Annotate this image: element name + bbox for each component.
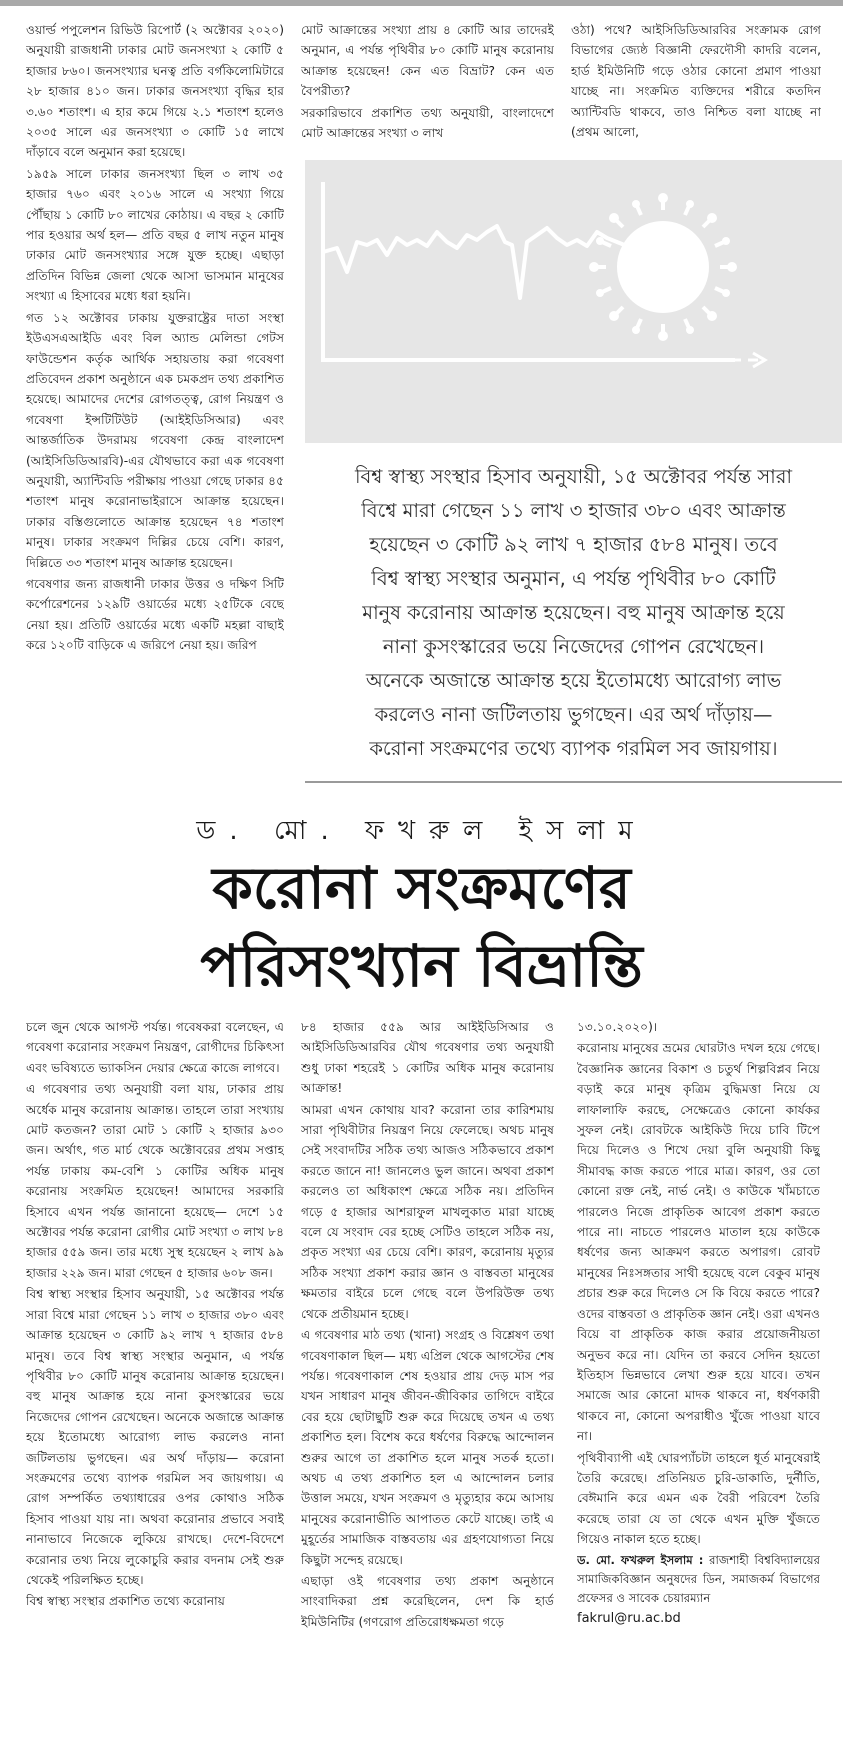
column-4-paragraph: বিশ্ব স্বাস্থ্য সংস্থার হিসাব অনুযায়ী, ১৫ অক্টোবর পর্যন্ত সারা বিশ্বে মারা গেছেন ১১ লাখ ৩ হাজার ৩৮০ এবং আক্রান্ত হয়েছেন ৩ কোটি ৯২ লাখ ৭ হাজার ৫৮৪ মানুষ। তবে বিশ্ব স্বাস্থ্য সংস্থার অনুমান, এ পর্যন্ত পৃথিবীর ৮০ কোটি মানুষ করোনায় আক্রান্ত হয়েছেন। বহু মানুষ আক্রান্ত হয়ে নানা কুসংস্কারের ভয়ে নিজেদের গোপন রেখেছেন। অনেকে অজান্তে আক্রান্ত হয়ে ইতোমধ্যে আরোগ্য লাভ করলেও নানা জটিলতায় ভুগছেন। এর অর্থ দাঁড়ায়— করোনা সংক্রমণের তথ্যে ব্যাপক গরমিল সব জায়গায়। এ রোগ সম্পর্কিত তথ্যাধারের ওপর কোথাও সঠিক হিসাব পাওয়া যায় না। অথবা করোনার প্রভাবে সবাই নানাভাবে নিজেকে লুকিয়ে রাখছে। দেশে-বিদেশে করোনার তথ্য নিয়ে লুকোচুরি করার বদনাম সেই শুরু থেকেই পরিলক্ষিত হচ্ছে। bbox=[26, 1287, 284, 1587]
author-bio bbox=[577, 1551, 820, 1608]
column-2 bbox=[301, 20, 554, 140]
pull-quote-line: নানা কুসংস্কারের ভয়ে নিজেদের গোপন রেখেছেন। bbox=[382, 635, 765, 658]
column-1-paragraph: গবেষণার জন্য রাজধানী ঢাকার উত্তর ও দক্ষিণ সিটি কর্পোরেশনের ১২৯টি ওয়ার্ডের মধ্যে ২৫টিকে বেছে নেয়া হয়। প্রতিটি ওয়ার্ডের মধ্যে একটি মহল্লা বাছাই করে ১২০টি বাড়িকে এ জরিপে নেয়া হয়। জরিপ bbox=[26, 576, 284, 653]
author-email[interactable]: fakrul@ru.ac.bd bbox=[577, 1610, 681, 1626]
column-1-paragraph: ১৯৫৯ সালে ঢাকার জনসংখ্যা ছিল ৩ লাখ ৩৫ হাজার ৭৬০ এবং ২০১৬ সালে এ সংখ্যা গিয়ে পৌঁছায় ১ কোটি ৮০ লাখের কোঠায়। এ বছর ২ কোটি পার হওয়ার অর্থ হল— প্রতি বছর ৫ লাখ নতুন মানুষ ঢাকার মোট জনসংখ্যার সঙ্গে যুক্ত হচ্ছে। এছাড়া প্রতিদিন বিভিন্ন জেলা থেকে আসা ভাসমান মানুষের সংখ্যা এ হিসাবের মধ্যে ধরা হয়নি। bbox=[26, 166, 284, 304]
column-4-paragraph: এ গবেষণার তথ্য অনুযায়ী বলা যায়, ঢাকার প্রায় অর্ধেক মানুষ করোনায় আক্রান্ত। তাহলে তারা সংখ্যায় মোট কতজন? তারা মোট ১ কোটি ২ হাজার ৯৩০ জন। অর্থাৎ, গত মার্চ থেকে অক্টোবরের প্রথম সপ্তাহ পর্যন্ত ঢাকায় কম-বেশি ১ কোটির অধিক মানুষ করোনায় সংক্রমিত হয়েছেন! আমাদের সরকারি হিসাবে এখন পর্যন্ত জানানো হয়েছে— দেশে ১৫ অক্টোবর পর্যন্ত করোনা রোগীর মোট সংখ্যা ৩ লাখ ৮৪ হাজার ৫৫৯ জন। তার মধ্যে সুস্থ হয়েছেন ২ লাখ ৯৯ হাজার ২২৯ জন। মারা গেছেন ৫ হাজার ৬০৮ জন। bbox=[26, 1082, 284, 1280]
pull-quote-line: মানুষ করোনায় আক্রান্ত হয়েছেন। বহু মানুষ আক্রান্ত হয়ে bbox=[362, 601, 785, 624]
column-6 bbox=[577, 1017, 820, 1735]
column-3 bbox=[571, 20, 821, 160]
pull-quote-line: করলেও নানা জটিলতায় ভুগছেন। এর অর্থ দাঁড়ায়— bbox=[374, 703, 773, 726]
pull-quote-line: করোনা সংক্রমণের তথ্যে ব্যাপক গরমিল সব জায়গায়। bbox=[369, 737, 778, 760]
pull-quote-line: বিশ্ব স্বাস্থ্য সংস্থার হিসাব অনুযায়ী, ১৫ অক্টোবর পর্যন্ত সারা bbox=[354, 465, 793, 488]
author-bio-name: ড. মো. ফখরুল ইসলাম : bbox=[577, 1552, 704, 1567]
pull-quote-line: বিশ্ব স্বাস্থ্য সংস্থার অনুমান, এ পর্যন্ত পৃথিবীর ৮০ কোটি bbox=[371, 567, 776, 590]
pull-quote-line: হয়েছেন ৩ কোটি ৯২ লাখ ৭ হাজার ৫৮৪ মানুষ। তবে bbox=[369, 533, 778, 556]
column-3-paragraph: ওঠা) পথে? আইসিডিডিআরবির সংক্রামক রোগ বিভাগের জ্যেষ্ঠ বিজ্ঞানী ফেরদৌসী কাদরি বলেন, হার্ড ইমিউনিটি গড়ে ওঠার কোনো প্রমাণ পাওয়া যাচ্ছে না। সংক্রমিত ব্যক্তিদের শরীরে কতদিন অ্যান্টিবডি থাকবে, তাও নিশ্চিত বলা যাচ্ছে না (প্রথম আলো, bbox=[571, 23, 821, 140]
column-5-paragraph: আমরা এখন কোথায় যাব? করোনা তার কারিশমায় সারা পৃথিবীটার নিয়ন্ত্রণ নিয়ে ফেলেছে। অথচ মানুষ সেই সংবাদটির সঠিক তথ্য আজও সঠিকভাবে প্রকাশ করতে জানে না! জানলেও ভুল জানে। অথবা প্রকাশ করলেও তা অধিকাংশ ক্ষেত্রে সঠিক নয়। প্রতিদিন গড়ে ৫ হাজার আশরাফুল মাখলুকাত মারা যাচ্ছে বলে যে সংবাদ বের হচ্ছে সেটিও তাহলে সঠিক নয়, প্রকৃত সংখ্যা এর চেয়ে বেশি। কারণ, করোনায় মৃত্যুর সঠিক সংখ্যা প্রকাশ করার জ্ঞান ও বাস্তবতা মানুষের ক্ষমতার বাইরে চলে গেছে বলে উপরিউক্ত তথ্য থেকে প্রতীয়মান হচ্ছে। bbox=[301, 1102, 554, 1321]
pull-quote bbox=[305, 460, 842, 780]
column-2-paragraph: মোট আক্রান্তের সংখ্যা প্রায় ৪ কোটি আর তাদেরই অনুমান, এ পর্যন্ত পৃথিবীর ৮০ কোটি মানুষ করোনায় আক্রান্ত হয়েছেন! কেন এত বিভ্রাট? কেন এত বৈপরীত্য? bbox=[301, 23, 554, 99]
author-bio-text: রাজশাহী বিশ্ববিদ্যালয়ের সামাজিকবিজ্ঞান অনুষদের ডিন, সমাজকর্ম বিভাগের প্রফেসর ও সাবেক চেয়ারম্যান bbox=[577, 1552, 820, 1605]
column-4-paragraph: বিশ্ব স্বাস্থ্য সংস্থার প্রকাশিত তথ্যে করোনায় bbox=[26, 1594, 225, 1609]
column-2-paragraph: সরকারিভাবে প্রকাশিত তথ্য অনুযায়ী, বাংলাদেশে মোট আক্রান্তের সংখ্যা ৩ লাখ bbox=[301, 105, 554, 140]
pull-quote-line: অনেকে অজান্তে আক্রান্ত হয়ে ইতোমধ্যে আরোগ্য লাভ bbox=[365, 669, 782, 692]
column-5-paragraph: এ গবেষণার মাঠ তথ্য (খানা) সংগ্রহ ও বিশ্লেষণ তথা গবেষণাকাল ছিল— মধ্য এপ্রিল থেকে আগস্টের শেষ পর্যন্ত। গবেষণাকাল শেষ হওয়ার প্রায় দেড় মাস পর যখন সাধারণ মানুষ জীবন-জীবিকার তাগিদে বাইরে বের হয়ে ছোটাছুটি শুরু করে দিয়েছে তখন এ তথ্য প্রকাশিত হল। বিশেষ করে ধর্ষণের বিরুদ্ধে আন্দোলন শুরুর আগে তা প্রকাশিত হলে মানুষ সতর্ক হতো। অথচ এ তথ্য প্রকাশিত হল এ আন্দোলন চলার উত্তাল সময়ে, যখন সংক্রমণ ও মৃত্যুহার কমে আসায় মানুষের করোনাভীতি আপাতত কেটে যাচ্ছে। তাই এ মুহূর্তের সামাজিক বাস্তবতায় এর গ্রহণযোগ্যতা নিয়ে কিছুটা সন্দেহ রয়েছে। bbox=[301, 1328, 554, 1567]
column-1 bbox=[26, 20, 284, 790]
pull-quote-line: বিশ্বে মারা গেছেন ১১ লাখ ৩ হাজার ৩৮০ এবং আক্রান্ত bbox=[361, 499, 786, 522]
author-byline: ড. মো. ফখরুল ইসলাম bbox=[196, 816, 647, 846]
column-6-paragraph: পৃথিবীব্যাপী এই ঘোরপ্যাঁচটা তাহলে ধূর্ত মানুষেরাই তৈরি করেছে। প্রতিনিয়ত চুরি-ডাকাতি, দুর্নীতি, বেঈমানি করে এমন এক বৈরী পরিবেশ তৈরি করেছে তারা যে তা থেকে এখন মুক্তি খুঁজতে গিয়েও নাকাল হতে হচ্ছে। bbox=[577, 1450, 820, 1547]
headline-line-1: করোনা সংক্রমণের bbox=[212, 854, 631, 922]
column-5-paragraph: এছাড়া ওই গবেষণার তথ্য প্রকাশ অনুষ্ঠানে সাংবাদিকরা প্রশ্ন করেছিলেন, দেশ কি হার্ড ইমিউনিটির (গণরোগ প্রতিরোধক্ষমতা গড়ে bbox=[301, 1573, 554, 1629]
virus-chart-illustration bbox=[305, 160, 842, 443]
column-5 bbox=[301, 1017, 554, 1735]
column-5-paragraph: ৮৪ হাজার ৫৫৯ আর আইইডিসিআর ও আইসিডিডিআরবির যৌথ গবেষণার তথ্য অনুযায়ী শুধু ঢাকা শহরেই ১ কোটির অধিক মানুষ করোনায় আক্রান্ত! bbox=[301, 1020, 554, 1096]
column-1-paragraph: গত ১২ অক্টোবর ঢাকায় যুক্তরাষ্ট্রের দাতা সংস্থা ইউএসএআইডি এবং বিল অ্যান্ড মেলিন্ডা গেটস ফাউন্ডেশন কর্তৃক আর্থিক সহায়তায় করা গবেষণা প্রতিবেদন প্রকাশ অনুষ্ঠানে এক চমকপ্রদ তথ্য প্রকাশিত হয়েছে। আমাদের দেশের রোগতত্ত্ব, রোগ নিয়ন্ত্রণ ও গবেষণা ইন্সটিটিউট (আইইডিসিআর) এবং আন্তর্জাতিক উদরাময় গবেষণা কেন্দ্র বাংলাদেশ (আইসিডিডিআরবি)-এর যৌথভাবে করা এক গবেষণা অনুযায়ী, অ্যান্টিবডি পরীক্ষায় পাওয়া গেছে ঢাকার ৪৫ শতাংশ মানুষ করোনাভাইরাসে আক্রান্ত হয়েছেন। ঢাকার বস্তিগুলোতে আক্রান্ত হয়েছেন ৭৪ শতাংশ মানুষ। ঢাকার সংক্রমণ দিল্লির চেয়ে বেশি। কারণ, দিল্লিতে ৩৩ শতাংশ মানুষ আক্রান্ত হয়েছেন। bbox=[26, 310, 284, 570]
column-6-paragraph: ১৩.১০.২০২০)। bbox=[577, 1020, 658, 1034]
top-rule bbox=[0, 0, 843, 6]
column-4-paragraph: চলে জুন থেকে আগস্ট পর্যন্ত। গবেষকরা বলেছেন, এ গবেষণা করোনার সংক্রমণ নিয়ন্ত্রণ, রোগীদের চিকিৎসা এবং ভবিষ্যতে ভ্যাকসিন দেয়ার ক্ষেত্রে কাজে লাগবে। bbox=[26, 1020, 284, 1075]
column-4 bbox=[26, 1017, 284, 1735]
column-1-paragraph: ওয়ার্ল্ড পপুলেশন রিভিউ রিপোর্ট (২ অক্টোবর ২০২০) অনুযায়ী রাজধানী ঢাকার মোট জনসংখ্যা ২ কোটি ৫ হাজার ৮৬০। জনসংখ্যার ঘনত্ব প্রতি বর্গকিলোমিটারে ২৮ হাজার ৪১০ জন। ঢাকার জনসংখ্যা বৃদ্ধির হার ৩.৬০ শতাংশ। এ হার কমে গিয়ে ২.১ শতাংশ হলেও ২০৩৫ সালে এর জনসংখ্যা ৩ কোটি ১৫ লাখে দাঁড়াবে বলে অনুমান করা হয়েছে। bbox=[26, 23, 284, 160]
headline-line-2: পরিসংখ্যান বিভ্রান্তি bbox=[200, 932, 643, 1000]
column-6-paragraph: করোনায় মানুষের ভ্রমের ঘোরটাও দখল হয়ে গেছে। বৈজ্ঞানিক জ্ঞানের বিকাশ ও চতুর্থ শিল্পবিপ্লব নিয়ে বড়াই করে মানুষ কৃত্রিম বুদ্ধিমত্তা নিয়ে যে লাফালাফি করছে, সেক্ষেত্রেও কোনো কার্যকর সুফল নেই। রোবটকে আইকিউ দিয়ে চাবি টিপে দিয়ে দিলেও ও শিখে দেয়া বুলি অনুযায়ী কিছু সীমাবদ্ধ কাজ করতে পারে মাত্র। কারণ, ওর তো কোনো রক্ত নেই, নার্ভ নেই। ও কাউকে খাঁমচাতে পারলেও নিজে প্রাকৃতিক আবেগ প্রকাশ করতে পারে না। নাচতে পারলেও মাতাল হয়ে কাউকে ধর্ষণের জন্য আক্রমণ করতে অপারগ। রোবট মানুষের নিঃসঙ্গতার সাথী হয়েছে বলে বেকুব মানুষ প্রচার শুরু করে দিলেও সে কি বিয়ে করতে পারে? ওদের বাস্তবতা ও প্রাকৃতিক জ্ঞান নেই। ওরা এখনও বিয়ে বা প্রাকৃতিক কাজ করার প্রয়োজনীয়তা অনুভব করে না। যেদিন তা করবে সেদিন হয়তো ইতিহাস ভিন্নভাবে লেখা শুরু হয়ে যাবে। তখন সমাজে আর কোনো মাদক থাকবে না, ধর্ষণকারী থাকবে না, কোনো অপরাধীও খুঁজে পাওয়া যাবে না। bbox=[577, 1041, 820, 1444]
pull-quote-rule bbox=[305, 781, 842, 783]
